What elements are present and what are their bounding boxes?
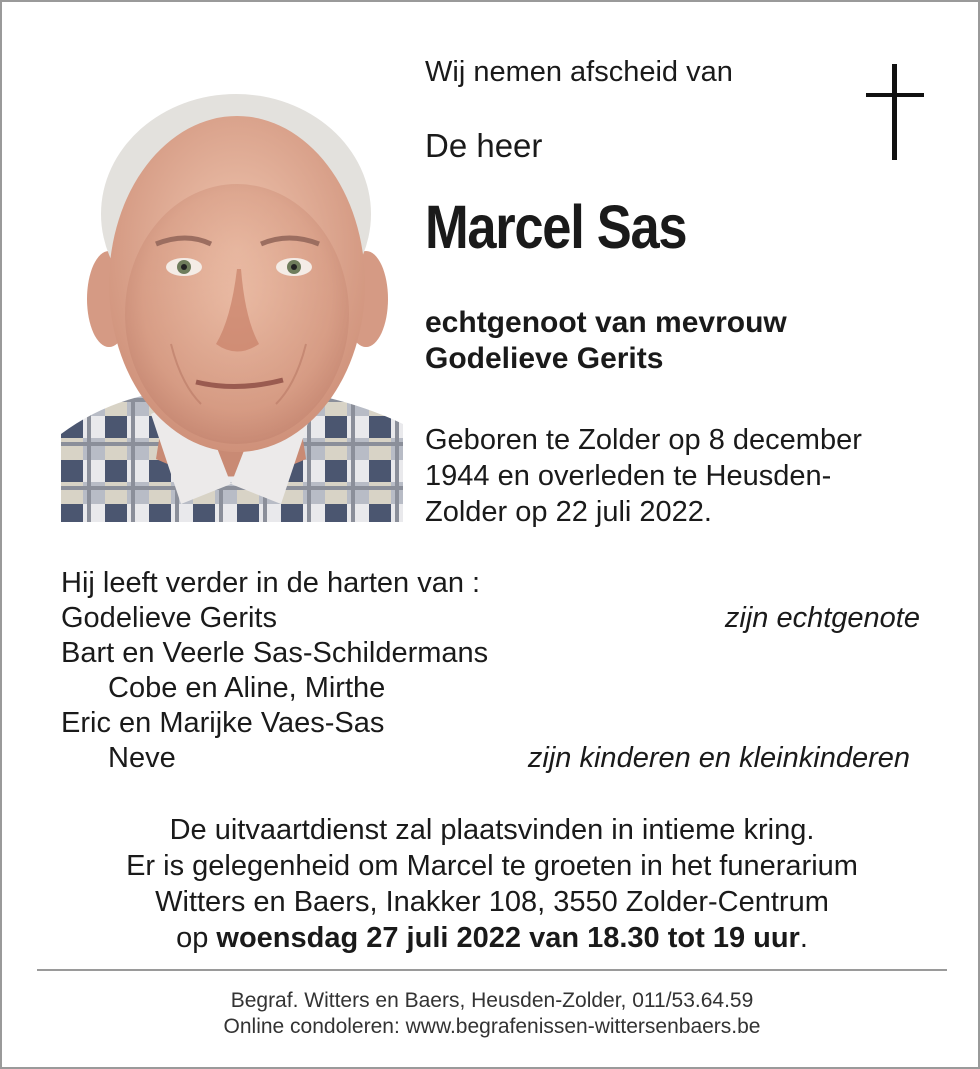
family-role-5: zijn kinderen en kleinkinderen <box>527 742 910 774</box>
service-line-3: Witters en Baers, Inakker 108, 3550 Zolder-Centrum <box>155 886 829 918</box>
service-prefix: op <box>176 922 217 954</box>
family-role-1: zijn echtgenote <box>724 602 920 634</box>
cross-icon <box>866 64 924 160</box>
birth-line-2: 1944 en overleden te Heusden- <box>425 460 832 492</box>
family-name-4: Eric en Marijke Vaes-Sas <box>61 707 385 739</box>
honorific: De heer <box>425 127 543 164</box>
footer <box>2 988 980 1040</box>
deceased-name: Marcel Sas <box>425 193 687 261</box>
portrait-photo <box>61 64 403 522</box>
divider <box>37 969 947 971</box>
footer-contact: Begraf. Witters en Baers, Heusden-Zolder, 011/53.64.59 <box>230 989 754 1012</box>
spouse-line-1: echtgenoot van mevrouw <box>425 306 787 339</box>
intro-text: Wij nemen afscheid van <box>425 56 733 88</box>
family-name-3: Cobe en Aline, Mirthe <box>108 672 386 704</box>
spouse-line-2: Godelieve Gerits <box>425 342 664 375</box>
footer-website: Online condoleren: www.begrafenissen-wittersenbaers.be <box>223 1015 761 1038</box>
service-line-1: De uitvaartdienst zal plaatsvinden in intieme kring. <box>169 814 815 846</box>
birth-line-3: Zolder op 22 juli 2022. <box>425 496 712 528</box>
family-name-5: Neve <box>108 742 176 774</box>
service-line-2: Er is gelegenheid om Marcel te groeten in het funerarium <box>126 850 858 882</box>
birth-death-info <box>425 422 945 530</box>
family-intro: Hij leeft verder in de harten van : <box>61 567 481 599</box>
spouse-info <box>425 305 787 377</box>
funeral-service-info <box>2 812 980 956</box>
family-name-1: Godelieve Gerits <box>61 602 277 634</box>
family-name-2: Bart en Veerle Sas-Schildermans <box>61 637 489 669</box>
service-suffix: . <box>799 922 808 954</box>
service-line-4 <box>2 920 980 956</box>
service-datetime: woensdag 27 juli 2022 van 18.30 tot 19 uur <box>216 922 800 954</box>
birth-line-1: Geboren te Zolder op 8 december <box>425 424 862 456</box>
